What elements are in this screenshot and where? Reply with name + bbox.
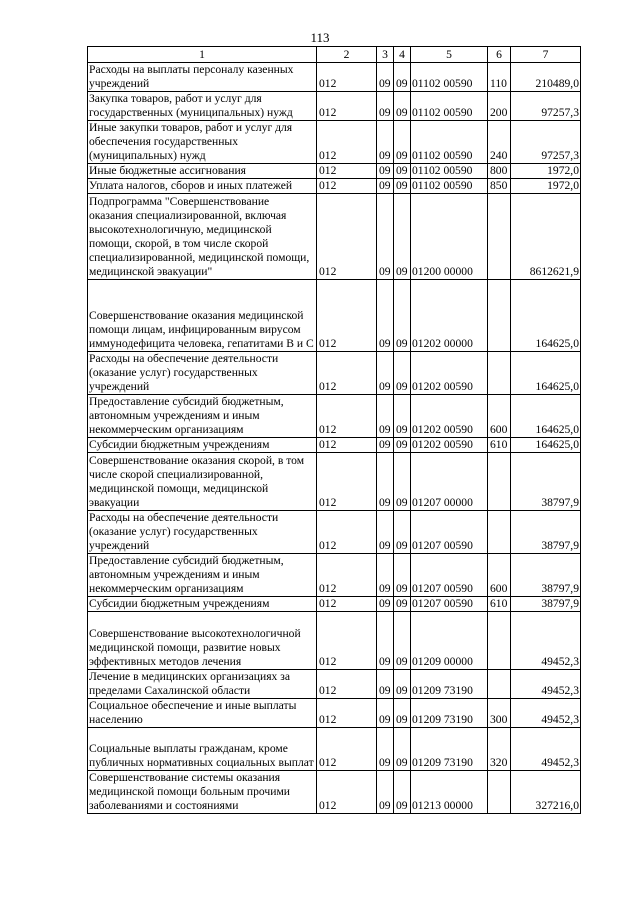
- row-subsection-code: 09: [394, 121, 411, 164]
- row-grbs-code: 012: [317, 554, 377, 597]
- column-header: 1: [88, 47, 317, 63]
- row-section-code: 09: [377, 728, 394, 771]
- row-section-code: 09: [377, 280, 394, 352]
- row-grbs-code: 012: [317, 63, 377, 92]
- table-row: [88, 438, 581, 453]
- row-target-article-code: 01209 73190: [411, 699, 488, 728]
- row-section-code: 09: [377, 63, 394, 92]
- row-grbs-code: 012: [317, 194, 377, 280]
- row-grbs-code: 012: [317, 121, 377, 164]
- row-grbs-code: 012: [317, 280, 377, 352]
- row-grbs-code: 012: [317, 453, 377, 511]
- row-name: Совершенствование высокотехнологичной медицинской помощи, развитие новых эффективных методов лечения: [88, 612, 317, 670]
- row-grbs-code: 012: [317, 511, 377, 554]
- row-amount: 49452,3: [511, 612, 581, 670]
- row-section-code: 09: [377, 554, 394, 597]
- column-header: 5: [411, 47, 488, 63]
- row-amount: 1972,0: [511, 164, 581, 179]
- row-name: Совершенствование системы оказания медицинской помощи больным прочими заболеваниями и состояниями: [88, 771, 317, 814]
- table-row: [88, 179, 581, 194]
- table-row: [88, 121, 581, 164]
- table-row: [88, 699, 581, 728]
- column-header: 4: [394, 47, 411, 63]
- row-amount: 8612621,9: [511, 194, 581, 280]
- row-expense-type-code: [488, 612, 511, 670]
- row-section-code: 09: [377, 597, 394, 612]
- row-target-article-code: 01209 73190: [411, 728, 488, 771]
- row-name: Социальные выплаты гражданам, кроме публичных нормативных социальных выплат: [88, 728, 317, 771]
- row-expense-type-code: [488, 194, 511, 280]
- row-target-article-code: 01202 00000: [411, 280, 488, 352]
- row-expense-type-code: 300: [488, 699, 511, 728]
- row-amount: 38797,9: [511, 597, 581, 612]
- row-target-article-code: 01207 00590: [411, 511, 488, 554]
- row-subsection-code: 09: [394, 699, 411, 728]
- row-name: Предоставление субсидий бюджетным, автономным учреждениям и иным некоммерческим организациям: [88, 554, 317, 597]
- table-row: [88, 280, 581, 352]
- row-expense-type-code: 850: [488, 179, 511, 194]
- row-section-code: 09: [377, 164, 394, 179]
- row-grbs-code: 012: [317, 92, 377, 121]
- row-expense-type-code: 110: [488, 63, 511, 92]
- row-subsection-code: 09: [394, 164, 411, 179]
- row-subsection-code: 09: [394, 352, 411, 395]
- row-grbs-code: 012: [317, 670, 377, 699]
- row-grbs-code: 012: [317, 699, 377, 728]
- table-row: [88, 597, 581, 612]
- row-subsection-code: 09: [394, 280, 411, 352]
- column-header: 7: [511, 47, 581, 63]
- row-amount: 49452,3: [511, 670, 581, 699]
- table-row: [88, 670, 581, 699]
- row-target-article-code: 01209 00000: [411, 612, 488, 670]
- column-header: 3: [377, 47, 394, 63]
- row-subsection-code: 09: [394, 395, 411, 438]
- row-name: Уплата налогов, сборов и иных платежей: [88, 179, 317, 194]
- row-name: Предоставление субсидий бюджетным, автономным учреждениям и иным некоммерческим организациям: [88, 395, 317, 438]
- row-target-article-code: 01207 00590: [411, 554, 488, 597]
- row-subsection-code: 09: [394, 194, 411, 280]
- row-target-article-code: 01200 00000: [411, 194, 488, 280]
- row-expense-type-code: 600: [488, 395, 511, 438]
- row-amount: 49452,3: [511, 699, 581, 728]
- row-target-article-code: 01207 00000: [411, 453, 488, 511]
- row-target-article-code: 01209 73190: [411, 670, 488, 699]
- table-header-row: [88, 47, 581, 63]
- row-expense-type-code: [488, 453, 511, 511]
- row-grbs-code: 012: [317, 179, 377, 194]
- table-row: [88, 511, 581, 554]
- row-amount: 210489,0: [511, 63, 581, 92]
- row-name: Закупка товаров, работ и услуг для государственных (муниципальных) нужд: [88, 92, 317, 121]
- row-grbs-code: 012: [317, 597, 377, 612]
- row-section-code: 09: [377, 453, 394, 511]
- row-name: Лечение в медицинских организациях за пределами Сахалинской области: [88, 670, 317, 699]
- row-expense-type-code: 610: [488, 597, 511, 612]
- row-subsection-code: 09: [394, 554, 411, 597]
- row-amount: 38797,9: [511, 511, 581, 554]
- row-name: Социальное обеспечение и иные выплаты населению: [88, 699, 317, 728]
- row-amount: 164625,0: [511, 352, 581, 395]
- row-grbs-code: 012: [317, 612, 377, 670]
- row-name: Расходы на выплаты персоналу казенных учреждений: [88, 63, 317, 92]
- row-section-code: 09: [377, 771, 394, 814]
- row-target-article-code: 01102 00590: [411, 121, 488, 164]
- row-subsection-code: 09: [394, 453, 411, 511]
- row-section-code: 09: [377, 194, 394, 280]
- row-name: Субсидии бюджетным учреждениям: [88, 438, 317, 453]
- row-expense-type-code: [488, 352, 511, 395]
- row-subsection-code: 09: [394, 92, 411, 121]
- table-row: [88, 194, 581, 280]
- row-section-code: 09: [377, 438, 394, 453]
- row-expense-type-code: 600: [488, 554, 511, 597]
- row-expense-type-code: 320: [488, 728, 511, 771]
- row-subsection-code: 09: [394, 438, 411, 453]
- row-amount: 1972,0: [511, 179, 581, 194]
- row-name: Расходы на обеспечение деятельности (оказание услуг) государственных учреждений: [88, 352, 317, 395]
- table-row: [88, 92, 581, 121]
- row-expense-type-code: [488, 280, 511, 352]
- row-expense-type-code: 240: [488, 121, 511, 164]
- row-expense-type-code: [488, 511, 511, 554]
- row-subsection-code: 09: [394, 597, 411, 612]
- table-row: [88, 771, 581, 814]
- row-amount: 38797,9: [511, 453, 581, 511]
- row-section-code: 09: [377, 612, 394, 670]
- table-row: [88, 728, 581, 771]
- row-section-code: 09: [377, 352, 394, 395]
- row-amount: 164625,0: [511, 438, 581, 453]
- row-name: Совершенствование оказания скорой, в том числе скорой специализированной, медицинской помощи, медицинской эвакуации: [88, 453, 317, 511]
- row-subsection-code: 09: [394, 63, 411, 92]
- row-subsection-code: 09: [394, 771, 411, 814]
- row-grbs-code: 012: [317, 771, 377, 814]
- table-row: [88, 63, 581, 92]
- row-section-code: 09: [377, 511, 394, 554]
- table-row: [88, 554, 581, 597]
- row-expense-type-code: 610: [488, 438, 511, 453]
- row-name: Субсидии бюджетным учреждениям: [88, 597, 317, 612]
- table-row: [88, 395, 581, 438]
- row-section-code: 09: [377, 395, 394, 438]
- row-amount: 327216,0: [511, 771, 581, 814]
- row-target-article-code: 01202 00590: [411, 352, 488, 395]
- table-row: [88, 453, 581, 511]
- row-subsection-code: 09: [394, 670, 411, 699]
- row-target-article-code: 01102 00590: [411, 92, 488, 121]
- row-name: Иные закупки товаров, работ и услуг для обеспечения государственных (муниципальных) нужд: [88, 121, 317, 164]
- row-section-code: 09: [377, 179, 394, 194]
- row-grbs-code: 012: [317, 352, 377, 395]
- row-expense-type-code: [488, 670, 511, 699]
- row-amount: 38797,9: [511, 554, 581, 597]
- table-row: [88, 352, 581, 395]
- table-row: [88, 612, 581, 670]
- row-subsection-code: 09: [394, 728, 411, 771]
- row-name: Подпрограмма "Совершенствование оказания специализированной, включая высокотехнологичную, медицинской помощи, скорой, в том числе скорой специализированной, медицинской помощи, медицинской эвакуации": [88, 194, 317, 280]
- row-target-article-code: 01102 00590: [411, 179, 488, 194]
- row-expense-type-code: [488, 771, 511, 814]
- row-section-code: 09: [377, 699, 394, 728]
- column-header: 2: [317, 47, 377, 63]
- row-target-article-code: 01202 00590: [411, 395, 488, 438]
- row-target-article-code: 01102 00590: [411, 164, 488, 179]
- row-subsection-code: 09: [394, 179, 411, 194]
- row-amount: 164625,0: [511, 395, 581, 438]
- row-amount: 49452,3: [511, 728, 581, 771]
- row-grbs-code: 012: [317, 395, 377, 438]
- row-subsection-code: 09: [394, 511, 411, 554]
- page-number: 113: [310, 30, 330, 45]
- row-target-article-code: 01202 00590: [411, 438, 488, 453]
- row-name: Иные бюджетные ассигнования: [88, 164, 317, 179]
- row-expense-type-code: 200: [488, 92, 511, 121]
- row-section-code: 09: [377, 670, 394, 699]
- row-name: Совершенствование оказания медицинской помощи лицам, инфицированным вирусом иммунодефицита человека, гепатитами B и C: [88, 280, 317, 352]
- row-target-article-code: 01207 00590: [411, 597, 488, 612]
- row-grbs-code: 012: [317, 728, 377, 771]
- column-header: 6: [488, 47, 511, 63]
- row-grbs-code: 012: [317, 164, 377, 179]
- row-amount: 97257,3: [511, 92, 581, 121]
- row-section-code: 09: [377, 92, 394, 121]
- row-section-code: 09: [377, 121, 394, 164]
- row-amount: 164625,0: [511, 280, 581, 352]
- row-name: Расходы на обеспечение деятельности (оказание услуг) государственных учреждений: [88, 511, 317, 554]
- row-target-article-code: 01102 00590: [411, 63, 488, 92]
- row-target-article-code: 01213 00000: [411, 771, 488, 814]
- table-row: [88, 164, 581, 179]
- budget-table: [87, 46, 581, 814]
- row-grbs-code: 012: [317, 438, 377, 453]
- row-expense-type-code: 800: [488, 164, 511, 179]
- row-subsection-code: 09: [394, 612, 411, 670]
- row-amount: 97257,3: [511, 121, 581, 164]
